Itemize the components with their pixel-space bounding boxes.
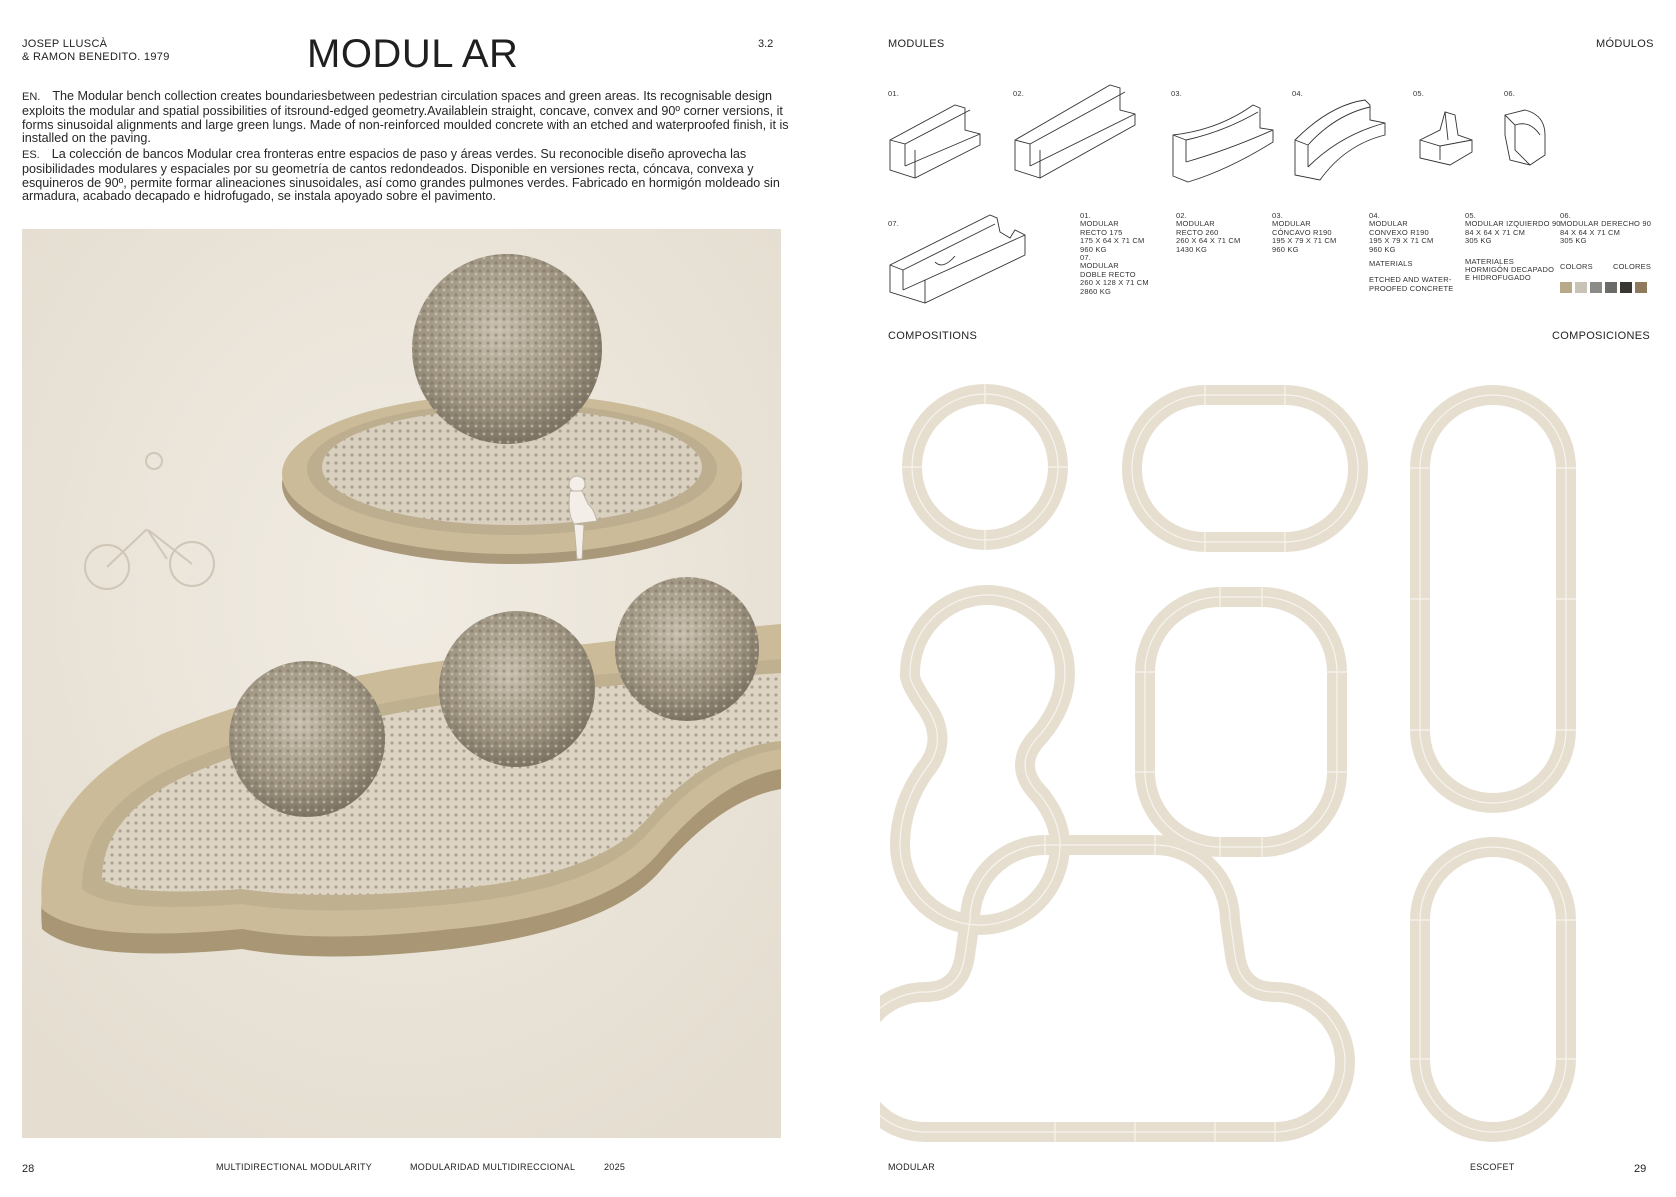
- materials-value-en-1: ETCHED AND WATER-: [1369, 275, 1452, 285]
- module-number-04: 04.: [1292, 89, 1304, 98]
- composition-bell: [880, 845, 1345, 1132]
- footer-brand: ESCOFET: [1470, 1162, 1515, 1172]
- composition-rounded-square: [1145, 597, 1337, 847]
- spec-03: 03. MODULAR CÓNCAVO R190 195 X 79 X 71 CM 960 KG: [1272, 211, 1337, 254]
- color-swatch-6: [1635, 282, 1647, 293]
- description-en: [22, 90, 802, 146]
- module-number-02: 02.: [1013, 89, 1025, 98]
- module-04-drawing: [1290, 95, 1390, 185]
- spec-05: 05. MODULAR IZQUIERDO 90 84 X 64 X 71 CM 305 KG MATERIALES HORMIGÓN DECAPADO E HIDROFUGADO: [1465, 211, 1561, 283]
- description-en-text: The Modular bench collection creates boundariesbetween pedestrian circulation spaces and green areas. Its recognisable design exploits the modular and spatial possibilities of itsround-edged geometry.Availablein straight, concave, convex and 90º corner versions, it forms sinusoidal alignments and large green lungs. Made of non-reinforced moulded concrete with an etched and waterproofed finish, it is installed on the paving.: [22, 89, 789, 146]
- colors-label-es: COLORES: [1613, 262, 1652, 271]
- module-number-01: 01.: [888, 89, 900, 98]
- spec-06: 06. MODULAR DERECHO 90 84 X 64 X 71 CM 305 KG: [1560, 211, 1652, 246]
- footer-en-title: MULTIDIRECTIONAL MODULARITY: [216, 1162, 373, 1172]
- materials-value-es-2: E HIDROFUGADO: [1465, 273, 1531, 283]
- page-title: MODUL AR: [307, 32, 519, 76]
- spec-04: 04. MODULAR CONVEXO R190 195 X 79 X 71 CM 960 KG MATERIALS ETCHED AND WATER- PROOFED CONCRETE: [1369, 211, 1454, 293]
- module-number-05: 05.: [1413, 89, 1425, 98]
- lang-label-es: ES.: [22, 149, 40, 161]
- color-swatch-1: [1560, 282, 1572, 293]
- composition-oval-small: [1420, 847, 1566, 1132]
- modules-heading-es: MÓDULOS: [1596, 38, 1654, 50]
- author-line-1: JOSEP LLUSCÀ: [22, 38, 108, 50]
- description-es: [22, 148, 802, 204]
- materials-label-en: MATERIALS: [1369, 259, 1413, 269]
- materials-value-es-1: HORMIGÓN DECAPADO: [1465, 265, 1555, 275]
- page-number-right: 29: [1634, 1163, 1647, 1175]
- module-number-06: 06.: [1504, 89, 1516, 98]
- colors-label-en: COLORS: [1560, 262, 1593, 271]
- description-es-text: La colección de bancos Modular crea fronteras entre espacios de paso y áreas verdes. Su reconocible diseño aprovecha las posibilidades modulares y espaciales por su geometría de cantos redondeados. Disponible en versiones recta, cóncava, convexa y esquineros de 90º, permite formar alineaciones sinusoidales, así como grandes pulmones verdes. Fabricado en hormigón moldeado sin armadura, acabado decapado e hidrofugado, se instala apoyado sobre el pavimento.: [22, 147, 780, 204]
- author-line-2: & RAMON BENEDITO. 1979: [22, 51, 170, 63]
- compositions-heading-es: COMPOSICIONES: [1552, 330, 1651, 342]
- composition-oval-horizontal: [1132, 395, 1358, 542]
- section-number: 3.2: [758, 38, 774, 50]
- footer-es-title: MODULARIDAD MULTIDIRECCIONAL: [410, 1162, 576, 1172]
- module-07-drawing: [885, 210, 1035, 305]
- color-swatch-3: [1590, 282, 1602, 293]
- module-number-03: 03.: [1171, 89, 1183, 98]
- composition-circle: [912, 394, 1058, 540]
- module-02-drawing: [1010, 80, 1140, 180]
- module-06-drawing: [1500, 105, 1550, 170]
- footer-product-name: MODULAR: [888, 1162, 936, 1172]
- compositions-diagrams: [880, 375, 1580, 1145]
- module-03-drawing: [1168, 100, 1278, 185]
- author-credit: [22, 38, 170, 64]
- color-swatch-2: [1575, 282, 1587, 293]
- materials-label-es: MATERIALES: [1465, 256, 1514, 266]
- page-number-left: 28: [22, 1163, 35, 1175]
- product-photo: [22, 229, 781, 1138]
- materials-value-en-2: PROOFED CONCRETE: [1369, 283, 1454, 293]
- modules-heading-en: MODULES: [888, 38, 945, 50]
- module-01-drawing: [885, 100, 985, 180]
- color-swatch-5: [1620, 282, 1632, 293]
- module-number-07: 07.: [888, 219, 900, 228]
- spec-02: 02. MODULAR RECTO 260 260 X 64 X 71 CM 1430 KG: [1176, 211, 1241, 254]
- compositions-heading-en: COMPOSITIONS: [888, 330, 978, 342]
- footer-year: 2025: [604, 1162, 626, 1172]
- spec-01: 01. MODULAR RECTO 175 175 X 64 X 71 CM 960 KG 07. MODULAR DOBLE RECTO 260 X 128 X 71 CM 2860 KG: [1080, 211, 1149, 296]
- color-swatch-4: [1605, 282, 1617, 293]
- lang-label-en: EN.: [22, 91, 41, 103]
- composition-oval-tall: [1420, 395, 1566, 803]
- module-05-drawing: [1410, 110, 1480, 170]
